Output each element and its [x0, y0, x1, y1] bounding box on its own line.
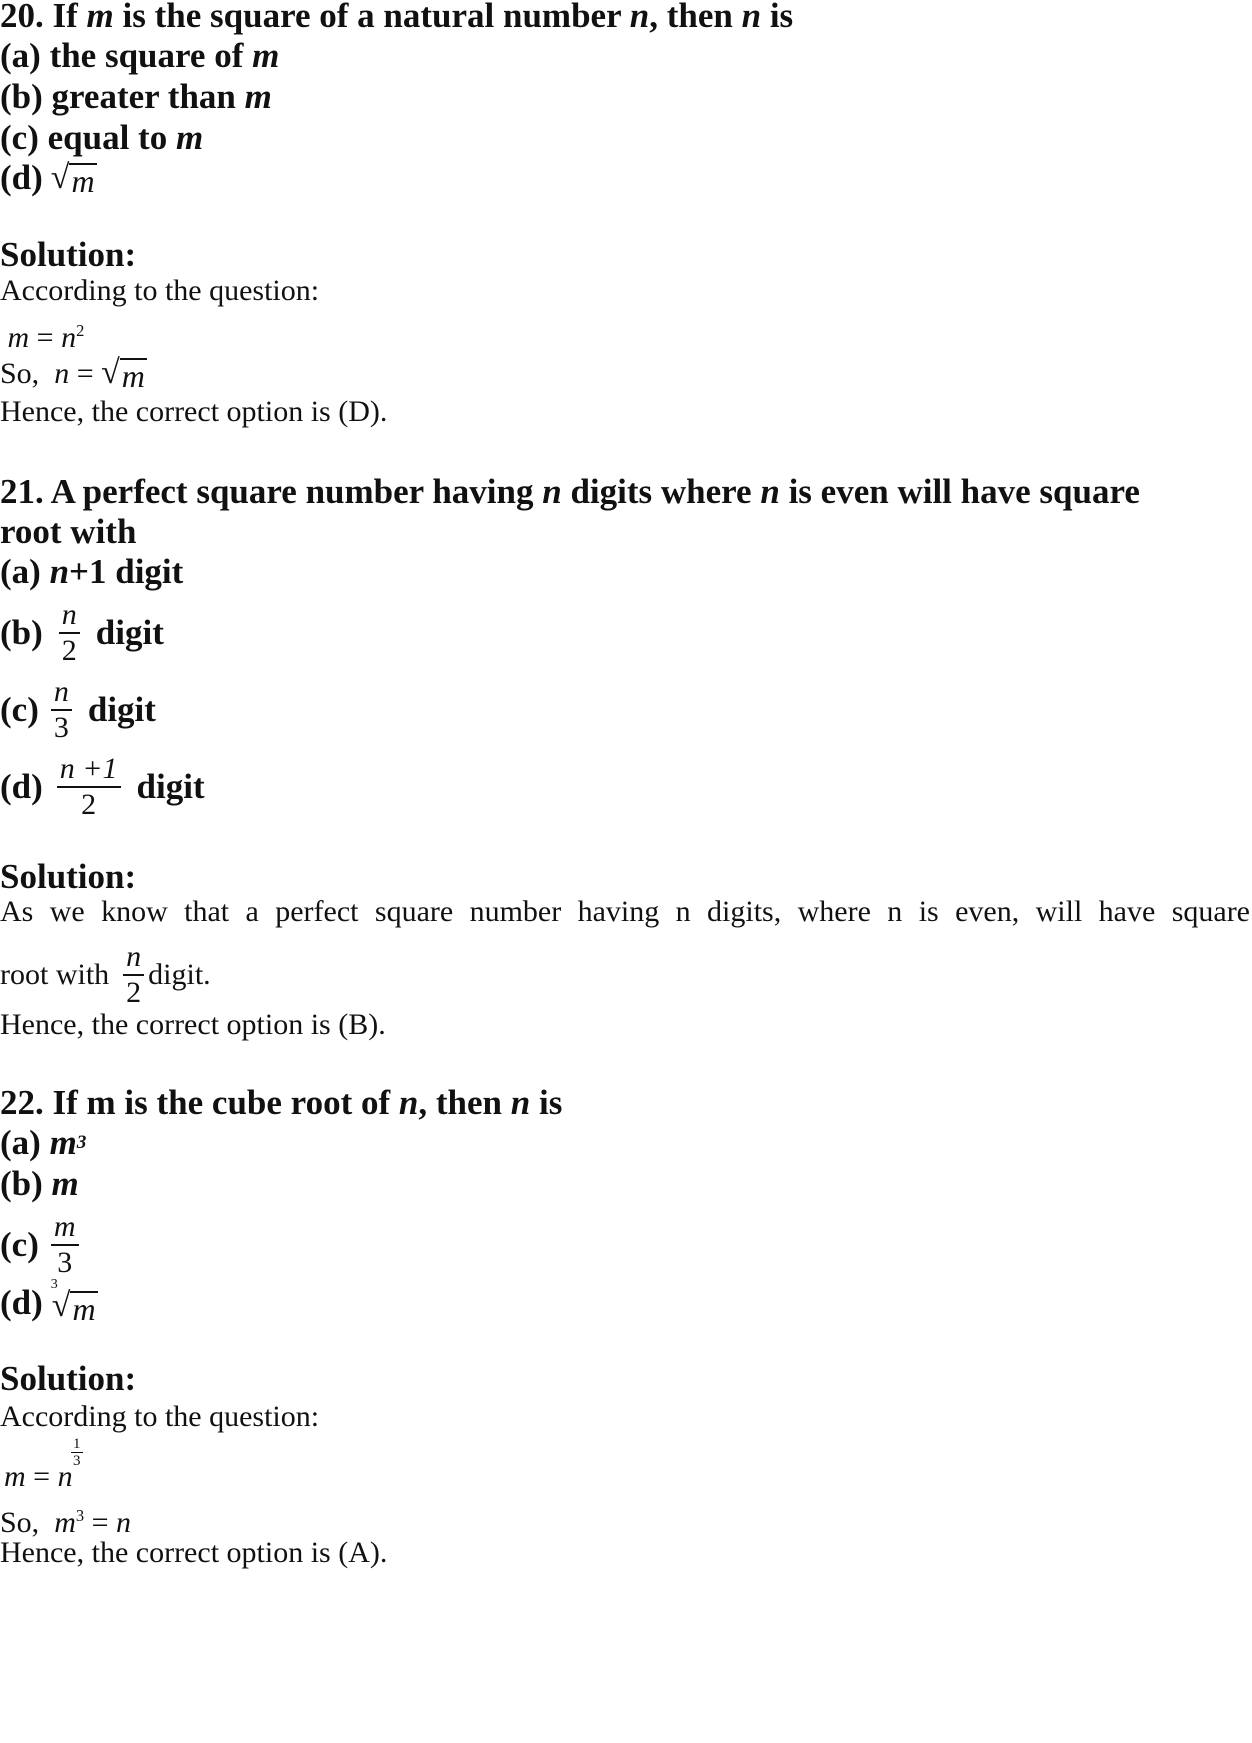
variable-m: m	[86, 0, 114, 35]
solution-conclusion: Hence, the correct option is (B).	[0, 1008, 386, 1041]
stem-text: , then	[418, 1083, 511, 1122]
square-root: √ m	[101, 354, 145, 394]
option-label: (a)	[0, 36, 41, 75]
q22-option-b	[0, 1162, 79, 1206]
solution-explanation-line2	[0, 940, 211, 1010]
operator: =	[25, 1460, 58, 1493]
question-number: 20.	[0, 0, 44, 35]
denominator: 3	[57, 1246, 73, 1279]
fraction	[123, 940, 144, 1010]
equation-m-equals-n-squared	[0, 312, 84, 357]
variable-m: m	[51, 1164, 79, 1203]
variable-m: m	[54, 1506, 76, 1539]
option-text: greater than	[51, 77, 245, 116]
question-number: 21.	[0, 472, 44, 511]
exponent-numerator: 1	[73, 1436, 81, 1452]
exponent-denominator: 3	[73, 1453, 81, 1469]
option-label: (c)	[0, 1225, 39, 1264]
exponent: 3	[76, 1132, 87, 1153]
explanation-text: root with	[0, 958, 110, 991]
variable-n: n	[510, 1083, 531, 1122]
cube-root: 3 √ m	[51, 1281, 98, 1325]
denominator: 2	[61, 634, 77, 667]
radicand: m	[121, 358, 145, 394]
option-label: (d)	[0, 1283, 43, 1322]
variable-m: m	[244, 77, 272, 116]
operator: =	[84, 1506, 117, 1539]
stem-text: , then	[649, 0, 742, 35]
variable-n: n	[49, 552, 70, 591]
explanation-text: digit.	[148, 958, 211, 991]
root-index: 3	[50, 1277, 58, 1292]
option-text: digit	[87, 690, 156, 729]
question-21-stem-line1	[0, 470, 1140, 514]
solution-intro: According to the question:	[0, 274, 320, 307]
equation-n-equals-sqrt-m	[0, 354, 147, 393]
radicand: m	[71, 163, 95, 199]
stem-text: A perfect square number having	[50, 472, 543, 511]
variable-n: n	[54, 357, 70, 390]
operator: =	[29, 321, 62, 354]
stem-text: If	[52, 0, 87, 35]
q21-option-a	[0, 550, 183, 594]
question-number: 22.	[0, 1083, 44, 1122]
option-text: the square of	[49, 36, 253, 75]
stem-text: is	[761, 0, 794, 35]
variable-m: m	[49, 1123, 77, 1162]
solution-conclusion: Hence, the correct option is (D).	[0, 395, 388, 428]
variable-m: m	[175, 118, 204, 157]
denominator: 2	[81, 788, 97, 821]
q22-option-c	[0, 1210, 85, 1280]
so-text: So,	[0, 1506, 47, 1539]
variable-m: m	[7, 321, 30, 354]
variable-m: m	[252, 36, 280, 75]
fraction	[59, 598, 80, 668]
variable-n: n	[57, 1460, 73, 1493]
option-text: digit	[95, 613, 164, 652]
solution-intro: According to the question:	[0, 1400, 320, 1433]
option-label: (a)	[0, 1123, 41, 1162]
solution-heading: Solution:	[0, 235, 137, 274]
stem-text: digits where	[561, 472, 761, 511]
stem-text: is the square of a natural number	[113, 0, 630, 35]
numerator: n	[53, 675, 69, 708]
stem-text: is even will have square	[779, 472, 1140, 511]
question-20-stem	[0, 0, 793, 38]
option-label: (c)	[0, 118, 39, 157]
solution-heading: Solution:	[0, 857, 137, 896]
solution-explanation-line1: As we know that a perfect square number having n digits, where n is even, will have square	[0, 895, 1250, 928]
option-label: (b)	[0, 613, 43, 652]
stem-text: is	[530, 1083, 563, 1122]
exponent: 2	[76, 321, 85, 340]
numerator: n	[61, 598, 77, 631]
fractional-exponent	[71, 1436, 83, 1469]
option-label: (a)	[0, 552, 41, 591]
variable-n: n	[542, 472, 562, 511]
numerator: n +1	[59, 752, 118, 785]
solution-heading: Solution:	[0, 1359, 137, 1398]
denominator: 2	[126, 976, 142, 1009]
option-label: (c)	[0, 690, 39, 729]
option-label: (b)	[0, 77, 43, 116]
q20-option-a	[0, 34, 279, 78]
q22-option-a	[0, 1121, 86, 1165]
q20-option-d	[0, 156, 97, 200]
operator: =	[69, 357, 102, 390]
numerator: n	[126, 940, 142, 973]
q20-option-b	[0, 75, 272, 119]
question-22-stem	[0, 1081, 562, 1125]
fraction	[51, 675, 72, 745]
variable-m: m	[4, 1460, 26, 1493]
q21-option-d	[0, 752, 205, 822]
denominator: 3	[53, 711, 69, 744]
q20-option-c	[0, 116, 203, 160]
solution-conclusion: Hence, the correct option is (A).	[0, 1536, 388, 1569]
q22-option-d	[0, 1277, 98, 1327]
option-label: (d)	[0, 158, 43, 197]
fraction	[57, 752, 121, 822]
variable-n: n	[398, 1083, 419, 1122]
q21-option-b	[0, 598, 164, 668]
variable-n: n	[741, 0, 762, 35]
radicand: m	[72, 1291, 96, 1327]
square-root: √ m	[50, 159, 95, 199]
variable-n: n	[629, 0, 650, 35]
variable-n: n	[116, 1506, 132, 1539]
variable-n: n	[61, 321, 77, 354]
question-21-stem-line2: root with	[0, 512, 137, 551]
so-text: So,	[0, 357, 47, 390]
variable-n: n	[760, 472, 780, 511]
option-label: (d)	[0, 767, 43, 806]
option-text: digit	[136, 767, 205, 806]
option-text: +1 digit	[69, 552, 184, 591]
q21-option-c	[0, 675, 156, 745]
exponent: 3	[75, 1506, 85, 1525]
stem-text: If m is the cube root of	[52, 1083, 399, 1122]
option-label: (b)	[0, 1164, 43, 1203]
numerator: m	[53, 1210, 76, 1243]
option-text: equal to	[47, 118, 176, 157]
